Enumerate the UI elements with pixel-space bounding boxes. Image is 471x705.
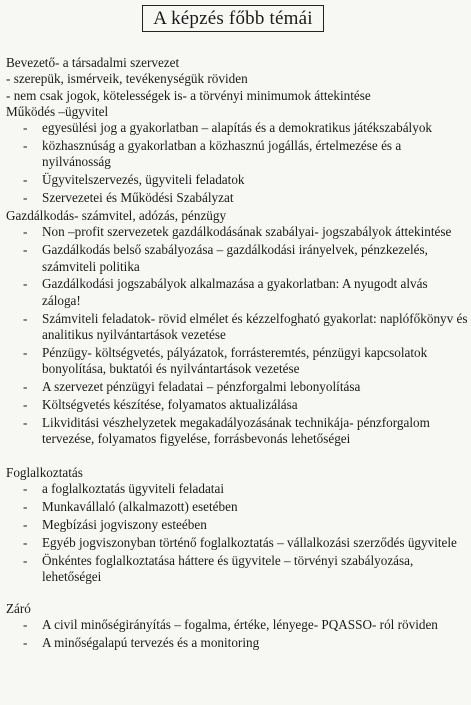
bullet-dash: -: [23, 396, 28, 412]
list-item: [6, 242, 468, 275]
list-item: [6, 397, 468, 413]
section-spacer: [6, 449, 468, 465]
plain-line: - nem csak jogok, kötelességek is- a törvényi minimumok áttekintése: [6, 87, 371, 103]
list-item-text: Gazdálkodás belső szabályozása – gazdálkodási irányelvek, pénzkezelés, számviteli politika: [42, 242, 428, 274]
list-item: [6, 172, 468, 188]
bullet-dash: -: [23, 172, 28, 188]
page-title-text: A képzés főbb témái: [153, 7, 313, 29]
bullet-list: [6, 617, 468, 651]
bullet-list: [6, 120, 468, 206]
section-closing: [6, 601, 468, 651]
bullet-dash: -: [23, 552, 28, 568]
bullet-dash: -: [23, 414, 28, 430]
list-item-text: A civil minőségirányítás – fogalma, értéke, lényege- PQASSO- ról röviden: [42, 617, 438, 633]
list-item: [6, 635, 468, 651]
list-item-text: Önkéntes foglalkoztatása háttere és ügyvitele – törvényi szabályozása, lehetőségei: [42, 552, 414, 585]
bullet-list: [6, 224, 468, 447]
list-item: [6, 499, 468, 515]
list-item-text: egyesülési jog a gyakorlatban – alapítás és a demokratikus játékszabályok: [42, 120, 433, 136]
list-item-text: A minőségalapú tervezés és a monitoring: [42, 635, 260, 651]
list-item: [6, 138, 468, 171]
section-finance: [6, 208, 468, 447]
list-item: [6, 276, 468, 309]
bullet-dash: -: [23, 120, 28, 136]
list-item: [6, 617, 468, 633]
list-item: [6, 311, 468, 344]
page-title: [142, 5, 324, 32]
bullet-dash: -: [23, 635, 28, 651]
list-item: [6, 379, 468, 395]
section-heading: Bevezető- a társadalmi szervezet: [6, 55, 180, 70]
list-item: [6, 481, 468, 497]
section-heading: Működés –ügyvitel: [6, 103, 109, 119]
list-item: [6, 345, 468, 378]
list-item-text: Egyéb jogviszonyban történő foglalkoztatás – vállalkozási szerződés ügyvitele: [42, 534, 457, 550]
bullet-dash: -: [23, 534, 28, 550]
list-item-text: a foglalkoztatás ügyviteli feladatai: [42, 481, 224, 497]
list-item: [6, 224, 468, 240]
list-item-text: Pénzügy- költségvetés, pályázatok, forrásteremtés, pénzügyi kapcsolatok bonyolítása, buktatói és nyilvántartások vezetése: [42, 344, 428, 377]
bullet-dash: -: [23, 481, 28, 497]
bullet-dash: -: [23, 138, 28, 154]
bullet-dash: -: [23, 310, 28, 326]
bullet-list: [6, 481, 468, 585]
list-item: [6, 190, 468, 206]
list-item-text: Munkavállaló (alkalmazott) esetében: [42, 499, 238, 515]
list-item: [6, 535, 468, 551]
list-item: [6, 517, 468, 533]
list-item: [6, 120, 468, 136]
bullet-dash: -: [23, 276, 28, 292]
section-heading: Záró: [6, 601, 31, 616]
bullet-dash: -: [23, 224, 28, 240]
list-item-text: Költségvetés készítése, folyamatos aktualizálása: [42, 396, 298, 412]
bullet-dash: -: [23, 190, 28, 206]
bullet-dash: -: [23, 617, 28, 633]
section-spacer: [6, 587, 468, 601]
list-item-text: Non –profit szervezetek gazdálkodásának szabályai- jogszabályok áttekintése: [42, 224, 452, 240]
bullet-dash: -: [23, 242, 28, 258]
list-item: [6, 415, 468, 448]
bullet-dash: -: [23, 344, 28, 360]
list-item-text: Ügyvitelszervezés, ügyviteli feladatok: [42, 172, 245, 188]
bullet-dash: -: [23, 499, 28, 515]
bullet-dash: -: [23, 517, 28, 533]
section-heading: Foglalkoztatás: [6, 464, 83, 480]
list-item-text: Szervezetei és Működési Szabályzat: [42, 190, 234, 206]
list-item-text: Likviditási vészhelyzetek megakadályozásának technikája- pénzforgalom tervezése, folyamatos figyelése, forrásbevonás lehetőségei: [42, 414, 430, 447]
list-item-text: A szervezet pénzügyi feladatai – pénzforgalmi lebonyolítása: [42, 378, 361, 394]
topics-list: [6, 55, 468, 653]
list-item-text: közhasznúság a gyakorlatban a közhasznú jogállás, értelmezése és a nyilvánosság: [42, 138, 402, 170]
section-operation: [6, 104, 468, 207]
section-heading: Gazdálkodás- számvitel, adózás, pénzügy: [6, 208, 227, 224]
list-item-text: Gazdálkodási jogszabályok alkalmazása a gyakorlatban: A nyugodt alvás záloga!: [42, 276, 428, 308]
list-item-text: Megbízási jogviszony esteében: [42, 517, 207, 533]
plain-line: - szerepük, ismérveik, tevékenységük röviden: [6, 71, 248, 87]
bullet-dash: -: [23, 378, 28, 394]
list-item-text: Számviteli feladatok- rövid elmélet és kézzelfogható gyakorlat: naplófőkönyv és analitikus nyilvántartások vezetése: [42, 310, 468, 342]
section-introduction: [6, 55, 468, 104]
section-employment: [6, 465, 468, 585]
list-item: [6, 553, 468, 586]
